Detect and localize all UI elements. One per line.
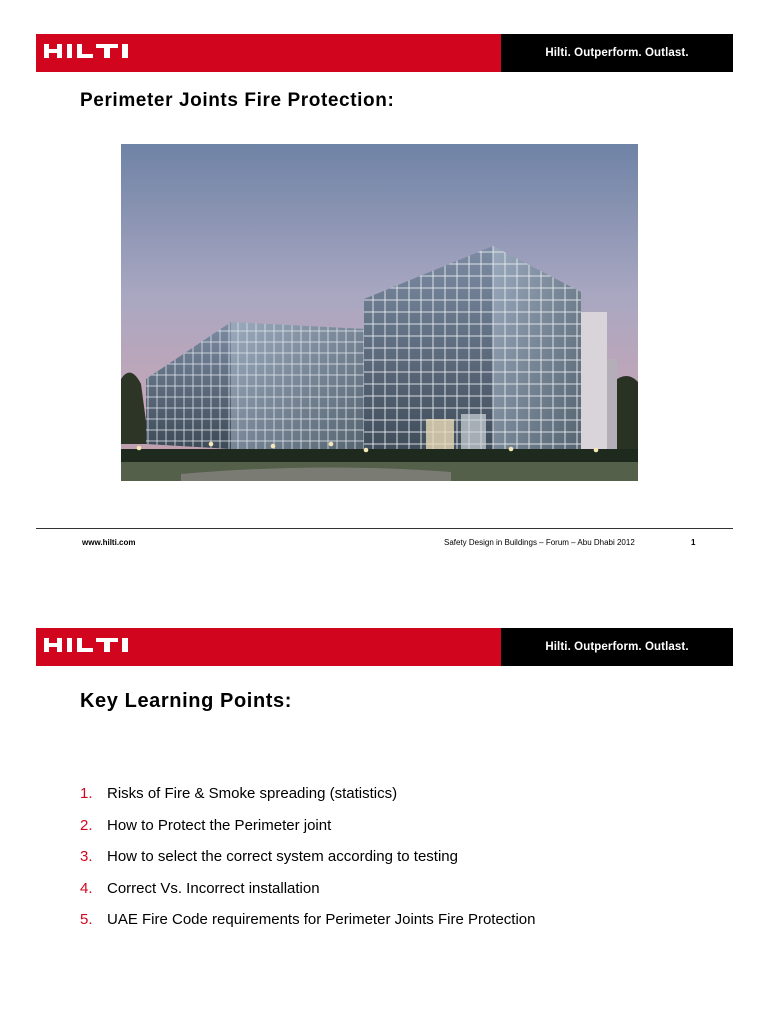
slide-2 bbox=[0, 595, 768, 1024]
header-bar bbox=[36, 34, 733, 72]
footer-event: Safety Design in Buildings – Forum – Abu Dhabi 2012 bbox=[444, 538, 635, 547]
slide-title: Key Learning Points: bbox=[80, 690, 293, 712]
tagline: Hilti. Outperform. Outlast. bbox=[501, 628, 733, 666]
list-number: 3. bbox=[80, 848, 93, 865]
footer-url[interactable]: www.hilti.com bbox=[82, 538, 136, 547]
hilti-logo bbox=[44, 44, 136, 58]
header-brand-area bbox=[36, 34, 501, 72]
glass-office-building-photo bbox=[121, 144, 638, 481]
list-number: 2. bbox=[80, 816, 93, 834]
list-text: How to Protect the Perimeter joint bbox=[107, 816, 332, 834]
list-text: Risks of Fire & Smoke spreading (statistics) bbox=[107, 785, 398, 802]
page-number: 1 bbox=[691, 538, 696, 547]
header-brand-area bbox=[36, 628, 501, 666]
list-number: 5. bbox=[80, 911, 93, 928]
list-text: Correct Vs. Incorrect installation bbox=[107, 879, 320, 897]
tagline: Hilti. Outperform. Outlast. bbox=[501, 34, 733, 72]
list-item bbox=[80, 911, 536, 943]
list-item bbox=[80, 785, 536, 817]
footer-divider bbox=[36, 528, 733, 529]
list-item bbox=[80, 848, 536, 880]
list-number: 1. bbox=[80, 785, 93, 802]
list-item bbox=[80, 880, 536, 912]
slide-title: Perimeter Joints Fire Protection: bbox=[80, 90, 395, 111]
list-text: UAE Fire Code requirements for Perimeter Joints Fire Protection bbox=[107, 911, 536, 928]
list-number: 4. bbox=[80, 879, 93, 897]
hilti-logo bbox=[44, 638, 136, 652]
list-item bbox=[80, 817, 536, 849]
header-bar bbox=[36, 628, 733, 666]
list-text: How to select the correct system according to testing bbox=[107, 848, 458, 865]
learning-points-list bbox=[80, 785, 536, 943]
